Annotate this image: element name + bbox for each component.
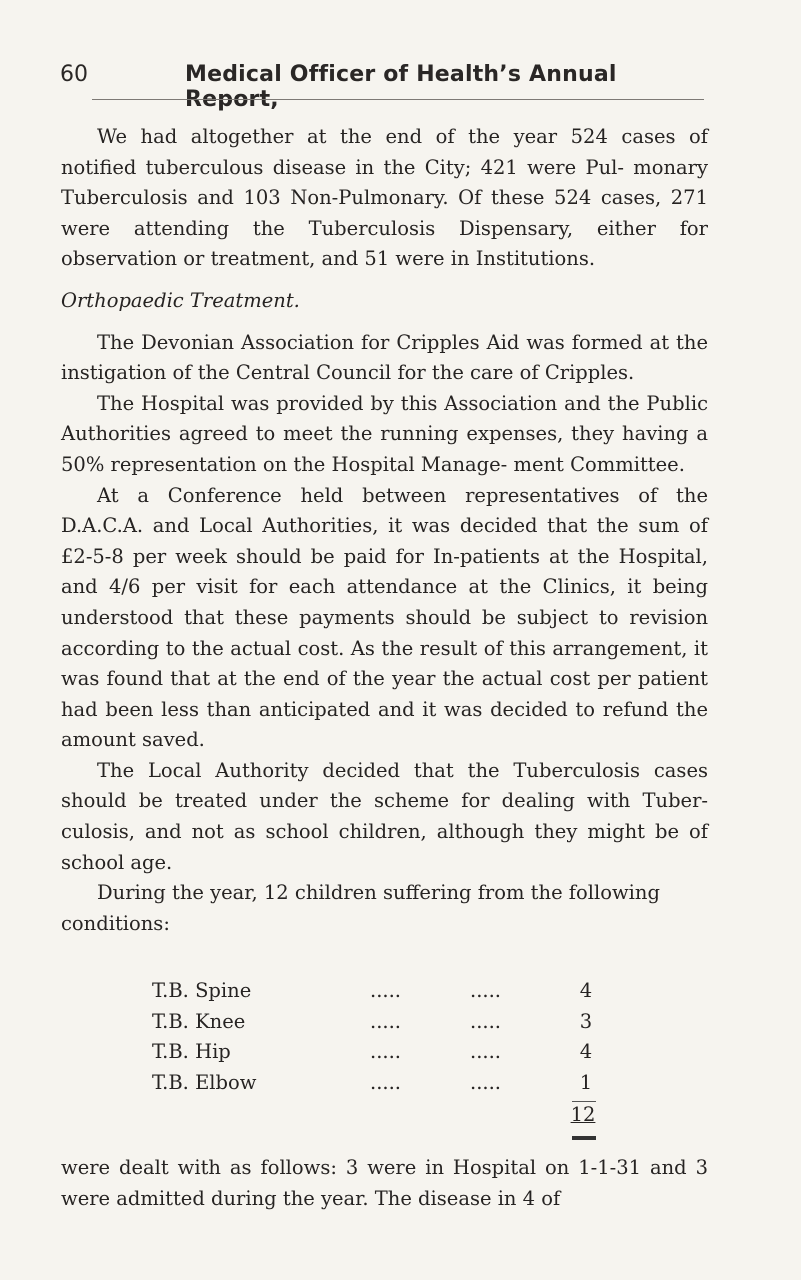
leader-dots: ..... [470,979,501,1002]
condition-count: 3 [579,1009,593,1033]
closing-paragraph: were dealt with as follows: 3 were in Hospital on 1-1-31 and 3 were admitted during the year. The disease in 4 of [61,1156,708,1210]
table-row [152,1070,593,1102]
paragraph-conference: At a Conference held between representatives of the D.A.C.A. and Local Authorities, it was decided that the sum of £2-5-8 per week should be paid for In-patients at the Hospital, and 4/6 per visit for each attendance at the Clinics, it being understood that these payments should be subject to revision according to the actual cost. As the result of this arrangement, it was found that at the end of the year the actual cost per patient had been less than anticipated and it was decided to refund the amount saved. [61,483,708,752]
total-rule-bottom [572,1136,596,1140]
condition-label: T.B. Knee [152,1009,246,1033]
leader-dots: ..... [470,1070,501,1094]
paragraph-tuberculosis-cases: We had altogether at the end of the year 524 cases of notified tuberculous disease in the City; 421 were Pul- monary Tuberculosis and 103 Non-Pulmonary. Of these 524 cases, 271 were attending the Tuberculosis Dispensary, either for observation or treatment, and 51 were in Institutions. [61,125,708,271]
condition-label: T.B. Spine [152,979,252,1002]
condition-count: 4 [579,1040,593,1063]
leader-dots: ..... [470,1040,501,1063]
running-title: Medical Officer of Health’s Annual Report, [185,62,617,112]
section-heading: Orthopaedic Treatment. [61,288,300,312]
paragraph-local-authority: The Local Authority decided that the Tuberculosis cases should be treated under the scheme for dealing with Tuber- culosis, and not as school children, although they might be of school age. [61,758,708,874]
leader-dots: ..... [370,1040,401,1063]
leader-dots: ..... [370,979,401,1002]
page-header [60,58,700,112]
total-rule-top [572,1101,596,1102]
header-rule [92,99,704,100]
table-row [152,1040,593,1071]
leader-dots: ..... [470,1009,501,1033]
paragraph-hospital-provision: The Hospital was provided by this Association and the Public Authorities agreed to meet the running expenses, they having a 50% representation on the Hospital Manage- ment Committee. [61,391,708,476]
conditions-table [152,979,593,1101]
conditions-total: 12 [570,1103,596,1126]
condition-count: 1 [579,1070,593,1094]
leader-dots: ..... [370,1070,401,1094]
leader-dots: ..... [370,1009,401,1033]
table-row [152,1009,593,1041]
condition-label: T.B. Hip [152,1040,231,1063]
page-number: 60 [60,62,88,87]
paragraph-devonian-association: The Devonian Association for Cripples Aid was formed at the instigation of the Central Council for the care of Cripples. [61,330,708,385]
table-row [152,979,593,1010]
condition-count: 4 [579,979,593,1002]
condition-label: T.B. Elbow [152,1070,257,1094]
paragraph-conditions-intro: During the year, 12 children suffering from the following conditions: [61,881,660,935]
body-text [61,122,708,939]
